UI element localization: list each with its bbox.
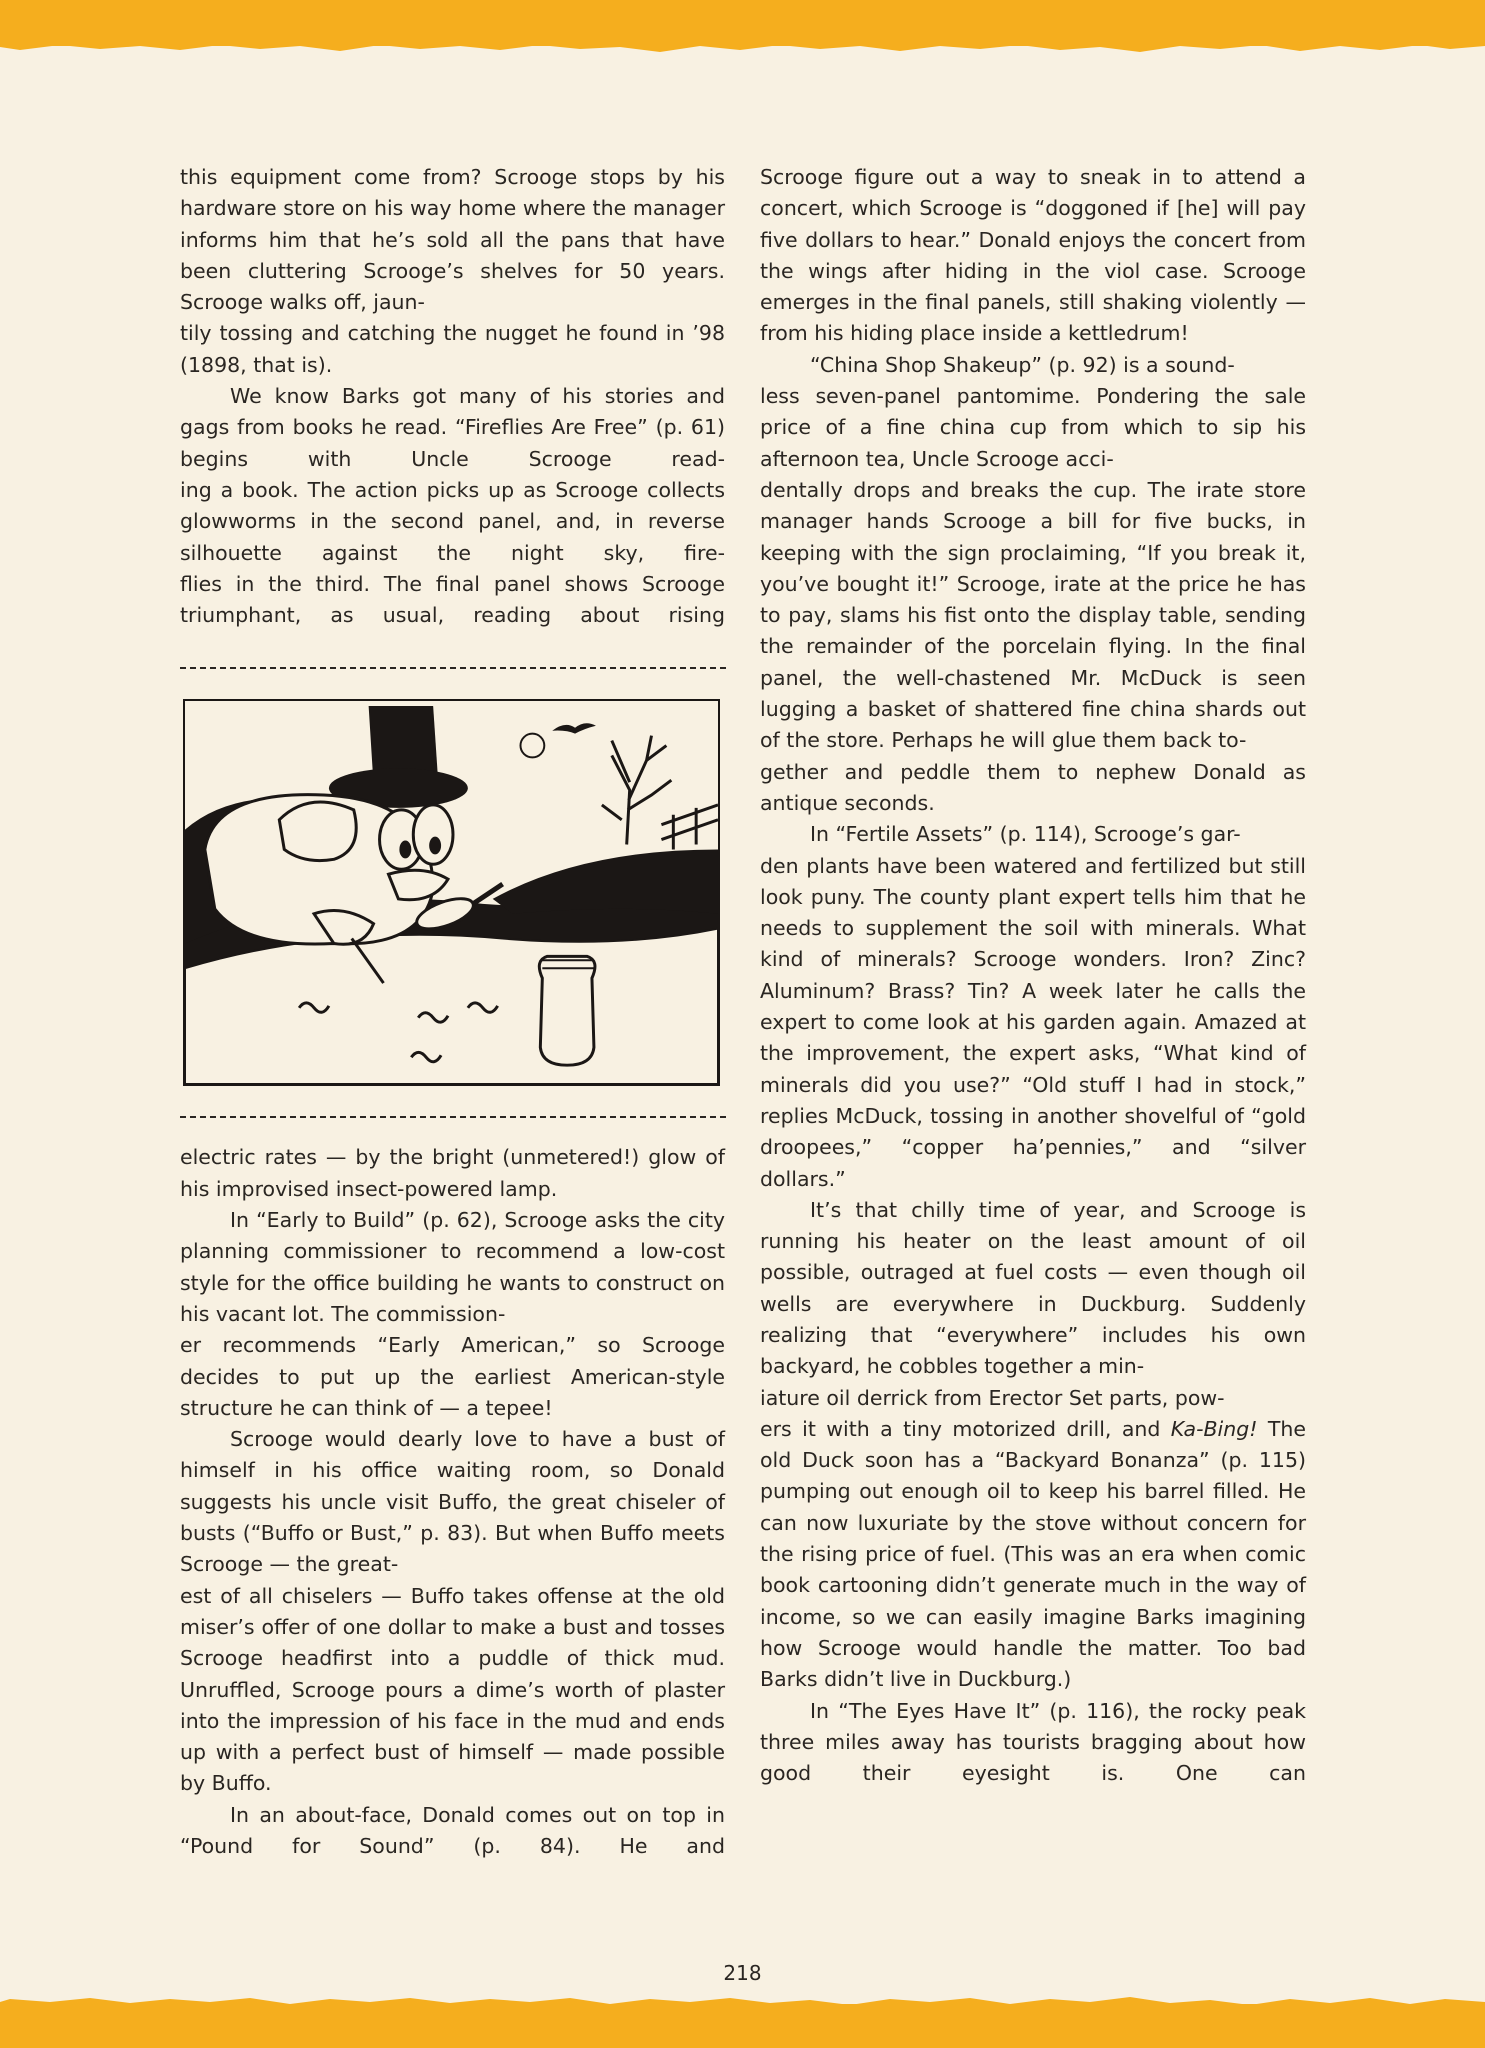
paragraph: In “The Eyes Have It” (p. 116), the rocky peak three miles away has tourists bragging about how good their eyesight is. One can — [760, 1698, 1306, 1786]
dashed-divider — [180, 1116, 726, 1118]
dashed-divider — [180, 667, 726, 669]
emphasis-text: Ka-Bing! — [1170, 1416, 1258, 1441]
paragraph — [760, 1195, 1306, 1696]
paragraph: In “Early to Build” (p. 62), Scrooge asks the city planning commissioner to recommend a low-cost style for the office building he wants to construct on his vacant lot. The commission- er recommends “Early American,” so Scrooge decides to put up the earliest American-style structure he can think of — a tepee! — [180, 1208, 725, 1420]
paragraph: Scrooge would dearly love to have a bust of himself in his office waiting room, so Donald suggests his uncle visit Buffo, the great chiseler of busts (“Buffo or Bust,” p. 83). But when Buffo meets Scrooge — the great- est of all chiselers — Buffo takes offense at the old miser’s offer of one dollar to make a bust and tosses Scrooge headfirst into a puddle of thick mud. Unruffled, Scrooge pours a dime’s worth of plaster into the impression of his face in the mud and ends up with a perfect bust of himself — made possible by Buffo. — [180, 1427, 725, 1796]
paragraph: “China Shop Shakeup” (p. 92) is a sound- less seven-panel pantomime. Pondering the sale price of a fine china cup from which to sip his afternoon tea, Uncle Scrooge acci- dentally drops and breaks the cup. The irate store manager hands Scrooge a bill for five bucks, in keeping with the sign proclaiming, “If you break it, you’ve bought it!” Scrooge, irate at the price he has to pay, slams his fist onto the display table, sending the remainder of the porcelain flying. In the final panel, the well-chastened Mr. McDuck is seen lugging a basket of shattered fine china shards out of the store. Perhaps he will glue them back to- gether and peddle them to nephew Donald as antique seconds. — [760, 352, 1306, 815]
eye — [413, 805, 453, 864]
right-column — [760, 162, 1306, 1789]
bottom-color-band — [0, 2004, 1485, 2048]
paragraph-text: The old Duck soon has a “Backyard Bonanza” (p. 115) pumping out enough oil to keep his barrel filled. He can now luxuriate by the stove without concern for the rising price of fuel. (This was an era when comic book cartooning didn’t generate much in the way of income, so we can easily imagine Barks imagining how Scrooge would handle the matter. Too bad Barks didn’t live in Duckburg.) — [760, 1416, 1306, 1692]
paragraph: We know Barks got many of his stories and gags from books he read. “Fireflies Are Free” (p. 61) begins with Uncle Scrooge read- ing a book. The action picks up as Scrooge collects glowworms in the second panel, and, in reverse silhouette against the night sky, fire- flies in the third. The final panel shows Scrooge triumphant, as usual, reading about rising — [180, 384, 725, 628]
page-number: 218 — [723, 1961, 762, 1985]
glass-jar — [539, 957, 595, 1066]
paragraph: In an about-face, Donald comes out on top in “Pound for Sound” (p. 84). He and — [180, 1802, 725, 1858]
comic-panel-illustration — [183, 699, 720, 1086]
paragraph: In “Fertile Assets” (p. 114), Scrooge’s gar- den plants have been watered and fertilized but still look puny. The county plant expert tells him that he needs to supplement the soil with minerals. What kind of minerals? Scrooge wonders. Iron? Zinc? Aluminum? Brass? Tin? A week later he calls the expert to come look at his garden again. Amazed at the improvement, the expert asks, “What kind of minerals did you use?” “Old stuff I had in stock,” replies McDuck, tossing in another shovelful of “gold droopees,” “copper ha’pennies,” and “silver dollars.” — [760, 822, 1306, 1191]
paragraph: this equipment come from? Scrooge stops by his hardware store on his way home where the manager informs him that he’s sold all the pans that have been cluttering Scrooge’s shelves for 50 years. Scrooge walks off, jaun- tily tossing and catching the nugget he found in ’98 (1898, that is). — [180, 165, 725, 377]
top-color-band — [0, 0, 1485, 46]
paragraph-text: It’s that chilly time of year, and Scrooge is running his heater on the least amount of oil possible, outraged at fuel costs — even though oil wells are everywhere in Duckburg. Suddenly realizing that “everywhere” includes his own backyard, he cobbles together a min- iature oil derrick from Erector Set parts, pow- ers it with a tiny motorized drill, and — [760, 1197, 1306, 1441]
paragraph: electric rates — by the bright (unmetered!) glow of his improvised insect-powered lamp. — [180, 1145, 725, 1201]
left-column — [180, 162, 725, 1862]
paragraph: Scrooge figure out a way to sneak in to attend a concert, which Scrooge is “doggoned if [he] will pay five dollars to hear.” Donald enjoys the concert from the wings after hiding in the viol case. Scrooge emerges in the final panels, still shaking violently — from his hiding place inside a kettledrum! — [760, 165, 1306, 346]
comic-panel-figure — [180, 667, 726, 1118]
